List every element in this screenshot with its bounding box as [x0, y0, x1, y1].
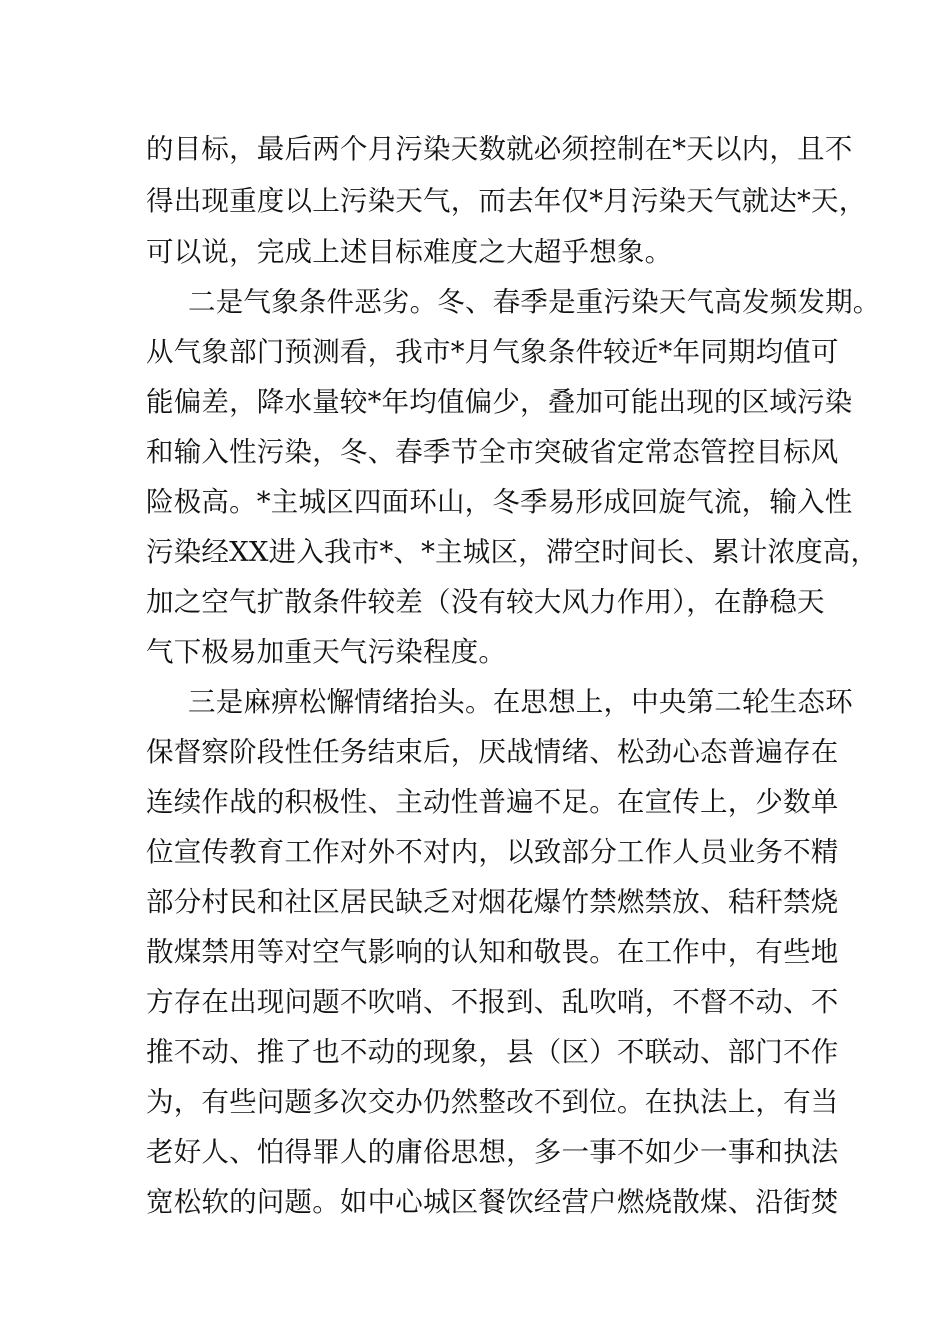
text-line: 老好人、怕得罪人的庸俗思想，多一事不如少一事和执法 [146, 1136, 839, 1168]
text-line: 加之空气扩散条件较差（没有较大风力作用），在静稳天 [146, 586, 825, 618]
text-line: 推不动、推了也不动的现象，县（区）不联动、部门不作 [146, 1036, 839, 1068]
text-line: 气下极易加重天气污染程度。 [146, 636, 507, 668]
text-line: 得出现重度以上污染天气，而去年仅*月污染天气就达*天， [146, 185, 867, 217]
text-line: 位宣传教育工作对外不对内，以致部分工作人员业务不精 [146, 836, 839, 868]
paragraph-start-line: 三是麻痹松懈情绪抬头。在思想上，中央第二轮生态环 [188, 686, 853, 718]
text-line: 宽松软的问题。如中心城区餐饮经营户燃烧散煤、沿街焚 [146, 1186, 839, 1218]
paragraph-start-line: 二是气象条件恶劣。冬、春季是重污染天气高发频发期。 [188, 286, 881, 318]
text-line: 为，有些问题多次交办仍然整改不到位。在执法上，有当 [146, 1086, 839, 1118]
text-line: 的目标，最后两个月污染天数就必须控制在*天以内，且不 [146, 133, 853, 165]
text-line: 保督察阶段性任务结束后，厌战情绪、松劲心态普遍存在 [146, 736, 839, 768]
text-line: 可以说，完成上述目标难度之大超乎想象。 [146, 236, 673, 268]
text-line: 方存在出现问题不吹哨、不报到、乱吹哨，不督不动、不 [146, 986, 839, 1018]
text-line: 散煤禁用等对空气影响的认知和敬畏。在工作中，有些地 [146, 936, 839, 968]
text-line: 从气象部门预测看，我市*月气象条件较近*年同期均值可 [146, 336, 839, 368]
text-line: 连续作战的积极性、主动性普遍不足。在宣传上，少数单 [146, 786, 839, 818]
text-line: 污染经XX进入我市*、*主城区，滞空时间长、累计浓度高， [146, 536, 879, 568]
text-line: 险极高。*主城区四面环山，冬季易形成回旋气流，输入性 [146, 486, 853, 518]
text-line: 能偏差，降水量较*年均值偏少，叠加可能出现的区域污染 [146, 386, 853, 418]
text-line: 和输入性污染，冬、春季节全市突破省定常态管控目标风 [146, 436, 839, 468]
text-line: 部分村民和社区居民缺乏对烟花爆竹禁燃禁放、秸秆禁烧 [146, 886, 839, 918]
